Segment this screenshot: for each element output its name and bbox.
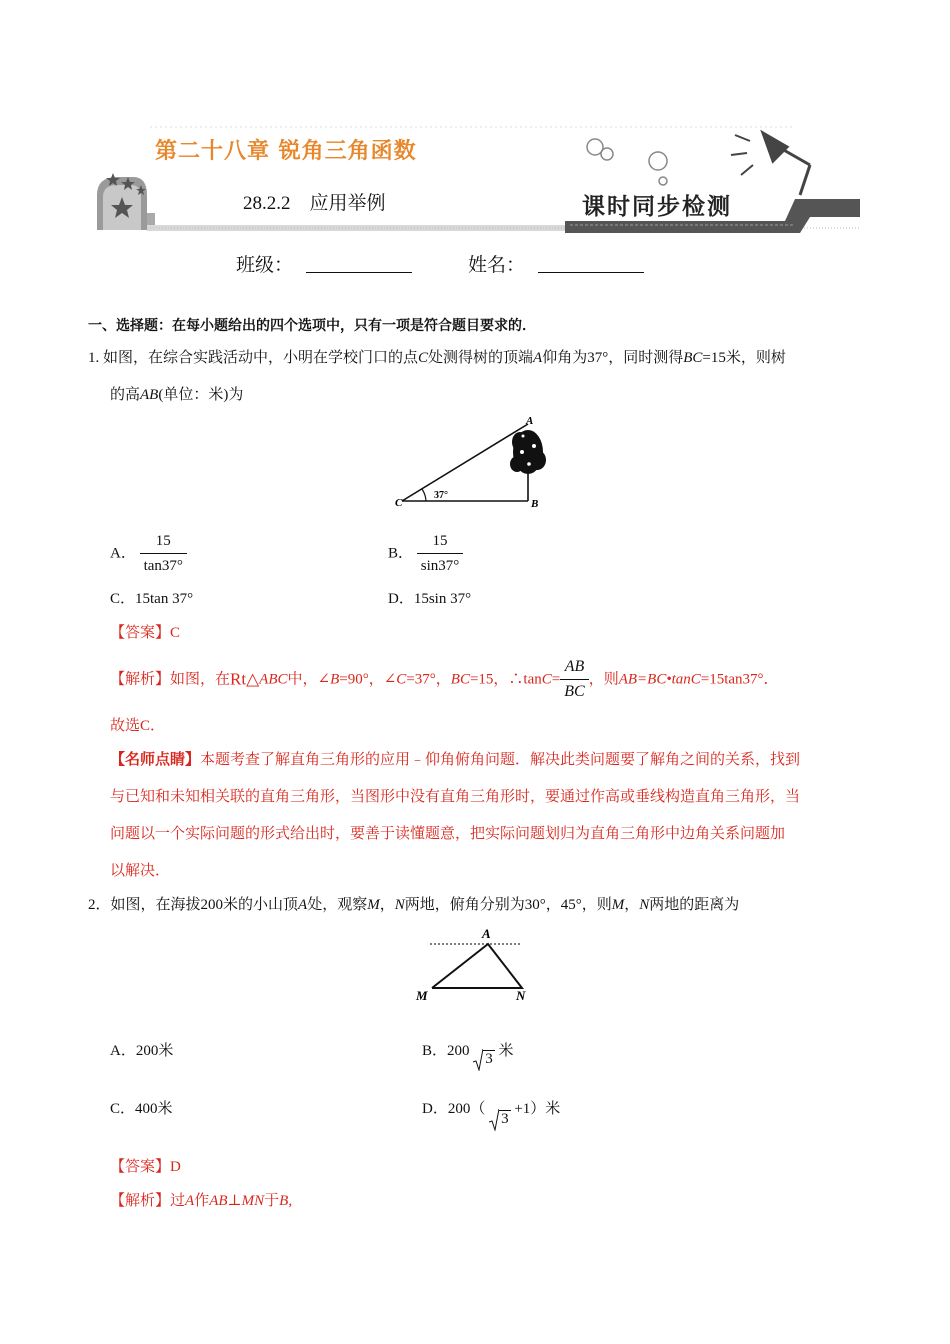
q1-option-d[interactable]: D．15sin 37° (388, 591, 472, 607)
q1-analysis-tag: 【解析】 (110, 671, 171, 688)
q1-answer (110, 621, 180, 645)
q1-analysis-abc: ABC (259, 671, 288, 688)
q1-text-d: =15米，则树 (702, 350, 786, 366)
q2-analysis-var-a: A (185, 1193, 195, 1209)
q1-option-b-label: B． (388, 545, 414, 562)
q1-var-a: A (533, 350, 543, 366)
q2-answer-tag: 【答案】 (110, 1159, 171, 1175)
q2-option-b[interactable] (422, 1039, 514, 1067)
q2-option-d[interactable] (422, 1097, 561, 1127)
q1-var-ab: AB (140, 387, 159, 403)
q2-option-b-sqrt (473, 1047, 495, 1071)
q2-number: 2． (88, 897, 111, 913)
q1-analysis-var-b: B (330, 671, 340, 688)
q1-option-b-fraction (417, 529, 464, 578)
q2-var-a: A (298, 897, 308, 913)
q2-fig-label-m: M (416, 988, 428, 1003)
q1-text-line1 (88, 346, 878, 370)
q1-conclusion: 故选C． (110, 718, 166, 734)
q1-text-f: (单位：米)为 (158, 387, 244, 403)
desk-lamp-icon (731, 133, 810, 195)
q1-text-c: 仰角为37°，同时测得 (542, 350, 684, 366)
q1-option-c[interactable]: C．15tan 37° (110, 591, 194, 607)
q2-answer-value: D (170, 1159, 181, 1175)
q1-answer-tag: 【答案】 (110, 625, 171, 641)
q1-analysis-h: AB=BC•tanC (618, 671, 701, 688)
q2-analysis-var-b: B, (279, 1193, 293, 1209)
q1-tip-line1 (110, 748, 800, 772)
q2-text-d: 两地，俯角分别为30°，45°，则 (404, 897, 612, 913)
q2-fig-label-n: N (516, 988, 526, 1003)
q2-text-e: ， (624, 897, 640, 913)
section-heading: 一、选择题：在每小题给出的四个选项中，只有一项是符合题目要求的． (88, 318, 536, 334)
q1-tip-line3: 问题以一个实际问题的形式给出时，要善于读懂题意，把实际问题划归为直角三角形中边角关系问题加 (110, 826, 786, 842)
q2-answer (110, 1155, 181, 1179)
chapter-title: 第二十八章 锐角三角函数 (155, 139, 417, 164)
q1-option-b-den: sin37° (417, 553, 464, 578)
q1-analysis-var-c: C (396, 671, 407, 688)
name-label: 姓名： (468, 254, 526, 276)
q1-analysis-d: =37°， (406, 671, 451, 688)
q2-option-c[interactable]: C．400米 (110, 1101, 173, 1117)
q1-option-b[interactable] (388, 529, 463, 578)
q2-option-d-pre: D．200（ (422, 1101, 486, 1117)
q1-fig-label-b: B (531, 498, 539, 510)
q2-option-a[interactable]: A．200米 (110, 1043, 174, 1059)
q2-text-a: 如图，在海拔200米的小山顶 (110, 897, 299, 913)
q1-option-a-label: A． (110, 545, 136, 562)
q2-option-b-pre: B．200 (422, 1043, 470, 1059)
q1-analysis-c: =90°，∠ (339, 671, 397, 688)
q1-analysis-frac-num: AB (564, 658, 585, 675)
q1-fig-label-a: A (526, 415, 534, 427)
q2-analysis-d: 于 (264, 1193, 280, 1209)
q1-analysis-frac-den: BC (560, 679, 588, 704)
q1-fig-label-c: C (395, 497, 403, 509)
q1-analysis-g: ，则 (588, 671, 619, 688)
class-field[interactable] (306, 250, 412, 273)
q1-tip-line2: 与已知和未知相关联的直角三角形，当图形中没有直角三角形时，要通过作高或垂线构造直角三角形，当 (110, 789, 801, 805)
q1-analysis-var-c2: C (541, 671, 552, 688)
q2-var-n: N (394, 897, 405, 913)
q1-option-b-num: 15 (432, 533, 448, 549)
q1-number: 1. (88, 350, 100, 366)
section-title: 28.2.2 应用举例 (243, 193, 386, 214)
tree-icon (510, 430, 546, 474)
q1-analysis-b: 中，∠ (287, 671, 331, 688)
badge-text: 课时同步检测 (582, 193, 732, 220)
q2-text-f: 两地的距离为 (649, 897, 740, 913)
q1-text-a: 如图，在综合实践活动中，小明在学校门口的点 (103, 350, 419, 366)
q1-analysis-i: =15tan37°． (700, 671, 779, 688)
q1-tip-tag: 【名师点睛】 (110, 752, 201, 768)
q2-analysis (110, 1189, 292, 1213)
name-field[interactable] (538, 250, 644, 273)
q2-var-n2: N (639, 897, 650, 913)
q2-analysis-a: 过 (170, 1193, 186, 1209)
q1-analysis (110, 655, 779, 704)
q1-figure (392, 412, 552, 512)
class-label: 班级： (236, 254, 294, 276)
q2-analysis-b: 作 (194, 1193, 210, 1209)
star-badge-icon (97, 173, 155, 230)
q1-tip-text1: 本题考查了解直角三角形的应用﹣仰角俯角问题．解决此类问题要了解角之间的关系，找到 (200, 752, 801, 768)
q2-analysis-tag: 【解析】 (110, 1193, 171, 1209)
q1-fig-angle: 37° (434, 490, 448, 501)
q2-text-b: 处，观察 (307, 897, 368, 913)
q1-text-line2 (110, 383, 243, 407)
q2-option-d-rad: 3 (501, 1111, 509, 1127)
q1-var-c: C (418, 350, 429, 366)
q2-analysis-mn: MN (241, 1193, 265, 1209)
bubbles-icon (587, 139, 667, 185)
q2-analysis-c: ⊥ (227, 1193, 242, 1209)
q1-option-a-den: tan37° (140, 553, 187, 578)
sqrt-icon (473, 1049, 483, 1071)
sqrt-icon (489, 1109, 499, 1131)
q2-option-d-post: +1）米 (514, 1101, 561, 1117)
q1-tip-line4: 以解决． (110, 863, 171, 879)
q2-option-b-rad: 3 (485, 1051, 493, 1067)
q1-analysis-fraction (560, 655, 588, 704)
q2-text (88, 893, 739, 917)
q1-analysis-bc: BC (450, 671, 470, 688)
q2-figure (412, 922, 537, 1007)
q1-option-a-num: 15 (155, 533, 171, 549)
q2-option-b-post: 米 (498, 1043, 514, 1059)
q1-analysis-f: = (551, 671, 561, 688)
q1-analysis-rt: Rt△ (230, 669, 260, 689)
q1-var-bc: BC (683, 350, 703, 366)
q1-analysis-a: 如图，在 (170, 671, 231, 688)
q2-var-m: M (367, 897, 380, 913)
q1-option-a[interactable] (110, 529, 187, 578)
q2-text-c: ， (379, 897, 395, 913)
q2-option-d-sqrt (489, 1107, 511, 1131)
q1-answer-value: C (170, 625, 181, 641)
q1-text-b: 处测得树的顶端 (428, 350, 534, 366)
q1-option-a-fraction (140, 529, 187, 578)
q1-analysis-e: =15，∴tan (469, 671, 542, 688)
q2-analysis-ab: AB (209, 1193, 228, 1209)
q1-text-e: 的高 (110, 387, 141, 403)
q2-fig-label-a: A (482, 926, 491, 941)
q2-var-m2: M (611, 897, 625, 913)
